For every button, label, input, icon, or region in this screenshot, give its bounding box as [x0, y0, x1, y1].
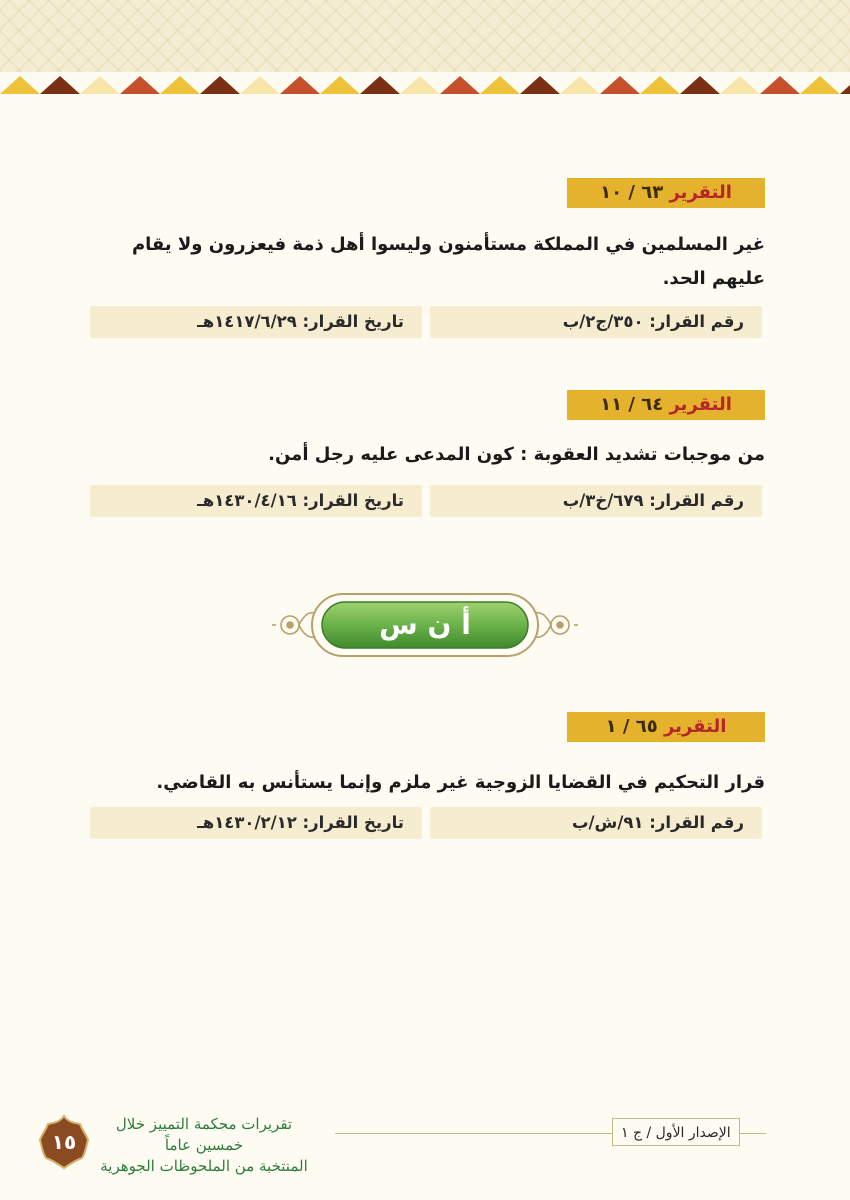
decision-date: تاريخ القرار: ١٤٣٠/٤/١٦هـ	[90, 485, 422, 517]
decision-number: رقم القرار: ٩١/ش/ب	[430, 807, 762, 839]
border-triangle	[160, 76, 200, 94]
footer-book-volume: الإصدار الأول / ج ١	[612, 1118, 740, 1146]
border-triangle	[760, 76, 800, 94]
border-triangle	[200, 76, 240, 94]
ruling-label-number: ٦٥ / ١	[605, 716, 658, 737]
border-triangle	[560, 76, 600, 94]
ruling-label-word: التقرير	[669, 182, 732, 203]
ruling-label-number: ٦٤ / ١١	[600, 394, 664, 415]
footer-title-line2: المنتخبة من الملحوظات الجوهرية	[100, 1157, 308, 1175]
border-triangle	[40, 76, 80, 94]
border-triangle	[680, 76, 720, 94]
border-triangle	[520, 76, 560, 94]
footer-book-title	[96, 1114, 312, 1177]
border-triangle	[800, 76, 840, 94]
decision-date: تاريخ القرار: ١٤١٧/٦/٢٩هـ	[90, 306, 422, 338]
border-triangle	[0, 76, 40, 94]
ruling-label-word: التقرير	[669, 394, 732, 415]
border-triangle	[280, 76, 320, 94]
footer-rule	[335, 1133, 612, 1134]
border-triangle	[240, 76, 280, 94]
border-triangle	[840, 76, 850, 94]
border-triangle	[320, 76, 360, 94]
header-triangle-border	[0, 72, 850, 94]
border-triangle	[720, 76, 760, 94]
ruling-section-64	[80, 390, 770, 520]
decision-date: تاريخ القرار: ١٤٣٠/٢/١٢هـ	[90, 807, 422, 839]
decision-number: رقم القرار: ٣٥٠/ج٢/ب	[430, 306, 762, 338]
ruling-text: قرار التحكيم في القضايا الزوجية غير ملزم وإنما يستأنس به القاضي.	[156, 772, 765, 793]
border-triangle	[640, 76, 680, 94]
header-pattern	[0, 0, 850, 72]
ruling-text: غير المسلمين في المملكة مستأمنون وليسوا أهل ذمة فيعزرون ولا يقام عليهم الحد.	[131, 234, 765, 289]
border-triangle	[80, 76, 120, 94]
footer-title-line1: تقريرات محكمة التمييز خلال خمسين عاماً	[115, 1115, 293, 1154]
ruling-label-number: ٦٣ / ١٠	[600, 182, 664, 203]
border-triangle	[360, 76, 400, 94]
ruling-section-63	[80, 178, 770, 348]
footer-rule-right	[738, 1133, 766, 1134]
banner-letters: أ ن س	[379, 608, 471, 641]
border-triangle	[480, 76, 520, 94]
ruling-label	[567, 178, 765, 208]
decision-number: رقم القرار: ٦٧٩/خ٣/ب	[430, 485, 762, 517]
ruling-label-word: التقرير	[663, 716, 727, 737]
page-number: ١٥	[51, 1130, 77, 1154]
ruling-label	[567, 390, 765, 420]
ruling-label	[567, 712, 765, 742]
ruling-text: من موجبات تشديد العقوبة : كون المدعى عليه رجل أمن.	[268, 444, 765, 465]
border-triangle	[600, 76, 640, 94]
border-triangle	[120, 76, 160, 94]
border-triangle	[440, 76, 480, 94]
ruling-section-65	[80, 712, 770, 842]
border-triangle	[400, 76, 440, 94]
